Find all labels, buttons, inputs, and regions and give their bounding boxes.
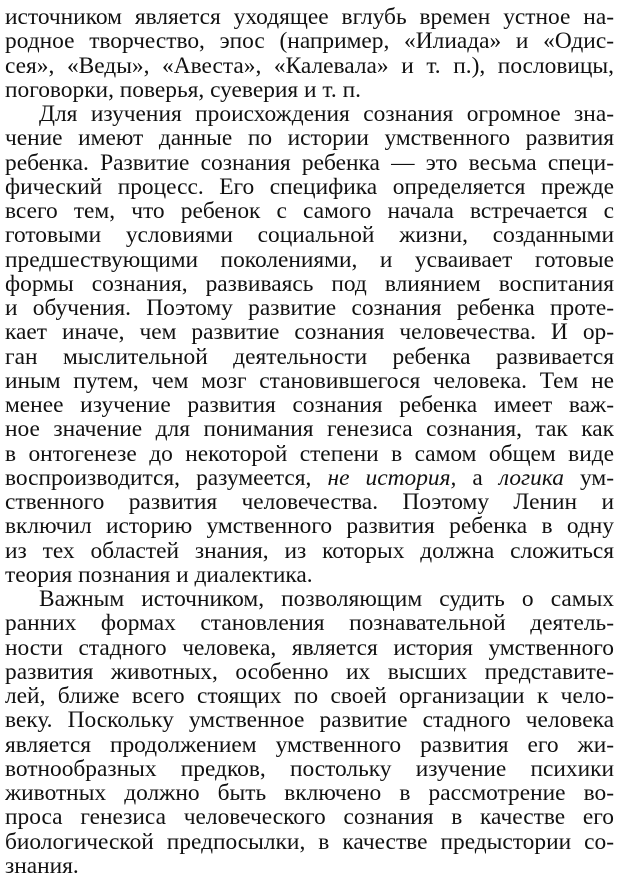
emphasis-not-history: не история, (327, 465, 457, 490)
text-line-with-emphasis (5, 466, 614, 490)
paragraph-3 (5, 587, 614, 878)
text-line: сея», «Веды», «Авеста», «Калевала» и т. п.), пословицы, (5, 53, 614, 78)
text-line: из тех областей знания, из которых должна сложиться (5, 538, 614, 563)
text-line: веку. Поскольку умственное развитие стадного человека (5, 708, 614, 733)
paragraph-1 (5, 5, 614, 102)
text-line: Для изучения происхождения сознания огромное зна- (39, 102, 614, 127)
text-line: ган мыслительной деятельности ребенка развивается (5, 344, 614, 369)
text-line: всего тем, что ребенок с самого начала встречается с (5, 199, 614, 224)
text-line: является продолжением умственного развития его жи- (5, 732, 614, 757)
text-fragment: воспроизводится, разумеется, (5, 465, 312, 490)
text-line: включил историю умственного развития ребенка в одну (5, 514, 614, 539)
text-line: биологической предпосылки, в качестве предыстории со- (5, 829, 614, 854)
text-line: в онтогенезе до некоторой степени в самом общем виде (5, 441, 614, 466)
text-line: вотнообразных предков, постольку изучение психики (5, 756, 614, 781)
text-line: готовыми условиями социальной жизни, созданными (5, 223, 614, 248)
text-line: менее изучение развития сознания ребенка имеет важ- (5, 393, 614, 418)
text-line: теория познания и диалектика. (5, 562, 313, 587)
text-line: животных должно быть включено в рассмотрение во- (5, 781, 614, 806)
text-line: ранних формах становления познавательной деятель- (5, 611, 614, 636)
text-line: знания. (5, 853, 79, 878)
text-line: кает иначе, чем развитие сознания человечества. И ор- (5, 320, 614, 345)
paragraph-2 (5, 102, 614, 587)
text-fragment: ум- (580, 465, 614, 490)
text-line: источником является уходящее вглубь времен устное на- (5, 5, 614, 30)
text-line: ребенка. Развитие сознания ребенка — это весьма специ- (5, 150, 614, 175)
text-fragment: а (472, 465, 483, 490)
text-line: и обучения. Поэтому развитие сознания ребенка проте- (5, 296, 614, 321)
emphasis-logic: логика (498, 465, 564, 490)
text-line: проса генезиса человеческого сознания в качестве его (5, 805, 614, 830)
book-page (0, 5, 620, 878)
text-line: Важным источником, позволяющим судить о самых (39, 587, 614, 612)
text-line: развития животных, особенно их высших представите- (5, 659, 614, 684)
text-line: иным путем, чем мозг становившегося человека. Тем не (5, 368, 614, 393)
text-line: предшествующими поколениями, и усваивает готовые (5, 247, 614, 272)
text-line: родное творчество, эпос (например, «Илиада» и «Одис- (5, 29, 614, 54)
text-line: ности стадного человека, является история умственного (5, 635, 614, 660)
text-line: фический процесс. Его специфика определяется прежде (5, 174, 614, 199)
text-line: ное значение для понимания генезиса сознания, так как (5, 417, 614, 442)
text-line: ственного развития человечества. Поэтому Ленин и (5, 490, 614, 515)
text-line: лей, ближе всего стоящих по своей организации к чело- (5, 684, 614, 709)
text-line: поговорки, поверья, суеверия и т. п. (5, 77, 361, 102)
text-line: чение имеют данные по истории умственного развития (5, 126, 614, 151)
text-line: формы сознания, развиваясь под влиянием воспитания (5, 271, 614, 296)
